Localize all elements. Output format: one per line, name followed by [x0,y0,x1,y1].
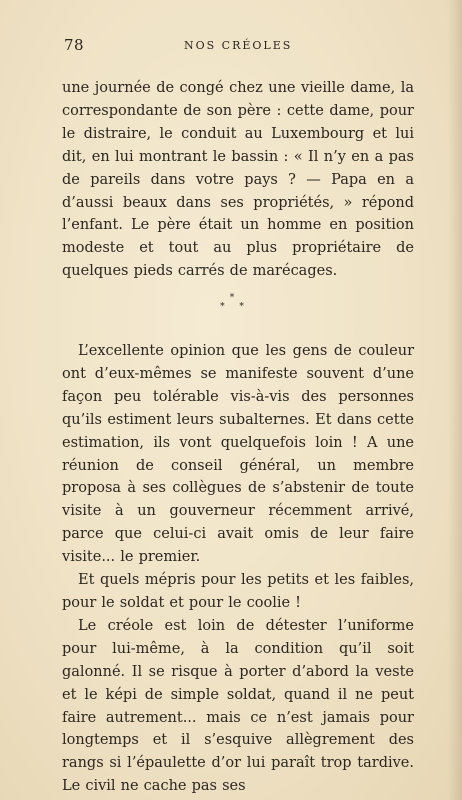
asterism-bottom: * * [220,302,250,312]
page-edge-shadow [448,0,462,800]
paragraph-uniforme: Le créole est loin de détester l’uniforme pour lui-même, à la condition qu’il soit galonné. Il se risque à porter d’abord la veste et le képi de simple soldat, quand il ne peut faire autrement... mais ce n’est jamais pour longtemps et il s’esquive allègrement des rangs si l’épaulette d’or lui paraît trop tardive. Le civil ne cache pas ses [62,617,414,795]
page-number: 78 [64,36,85,54]
text-block-top [62,77,414,283]
running-title: NOS CRÉOLES [184,39,293,52]
paragraph-mepris: Et quels mépris pour les petits et les faibles, pour le soldat et pour le coolie ! [62,572,414,611]
text-block-bottom [62,340,414,798]
paragraph-opinion: L’excellente opinion que les gens de couleur ont d’eux-mêmes se manifeste souvent d’une façon peu tolérable vis-à-vis des personnes qu’ils estiment leurs subalternes. Et dans cette estimation, ils vont quelquefois loin ! A une réunion de conseil général, un membre proposa à ses collègues de s’abstenir de toute visite à un gouverneur récemment arrivé, parce que celui-ci avait omis de leur faire visite... le premier. [62,343,414,566]
section-separator-asterism [212,294,252,312]
page-header [64,36,412,58]
paragraph-continuation: une journée de congé chez une vieille dame, la correspondante de son père : cette dame, pour le distraire, le conduit au Luxembourg et lui dit, en lui montrant le bassin : « Il n’y en a pas de pareils dans votre pays ? — Papa en a d’aussi beaux dans ses propriétés, » répond l’enfant. Le père était un homme en position modeste et tout au plus propriétaire de quelques pieds carrés de marécages. [62,80,414,280]
asterism-top: * [229,293,235,303]
